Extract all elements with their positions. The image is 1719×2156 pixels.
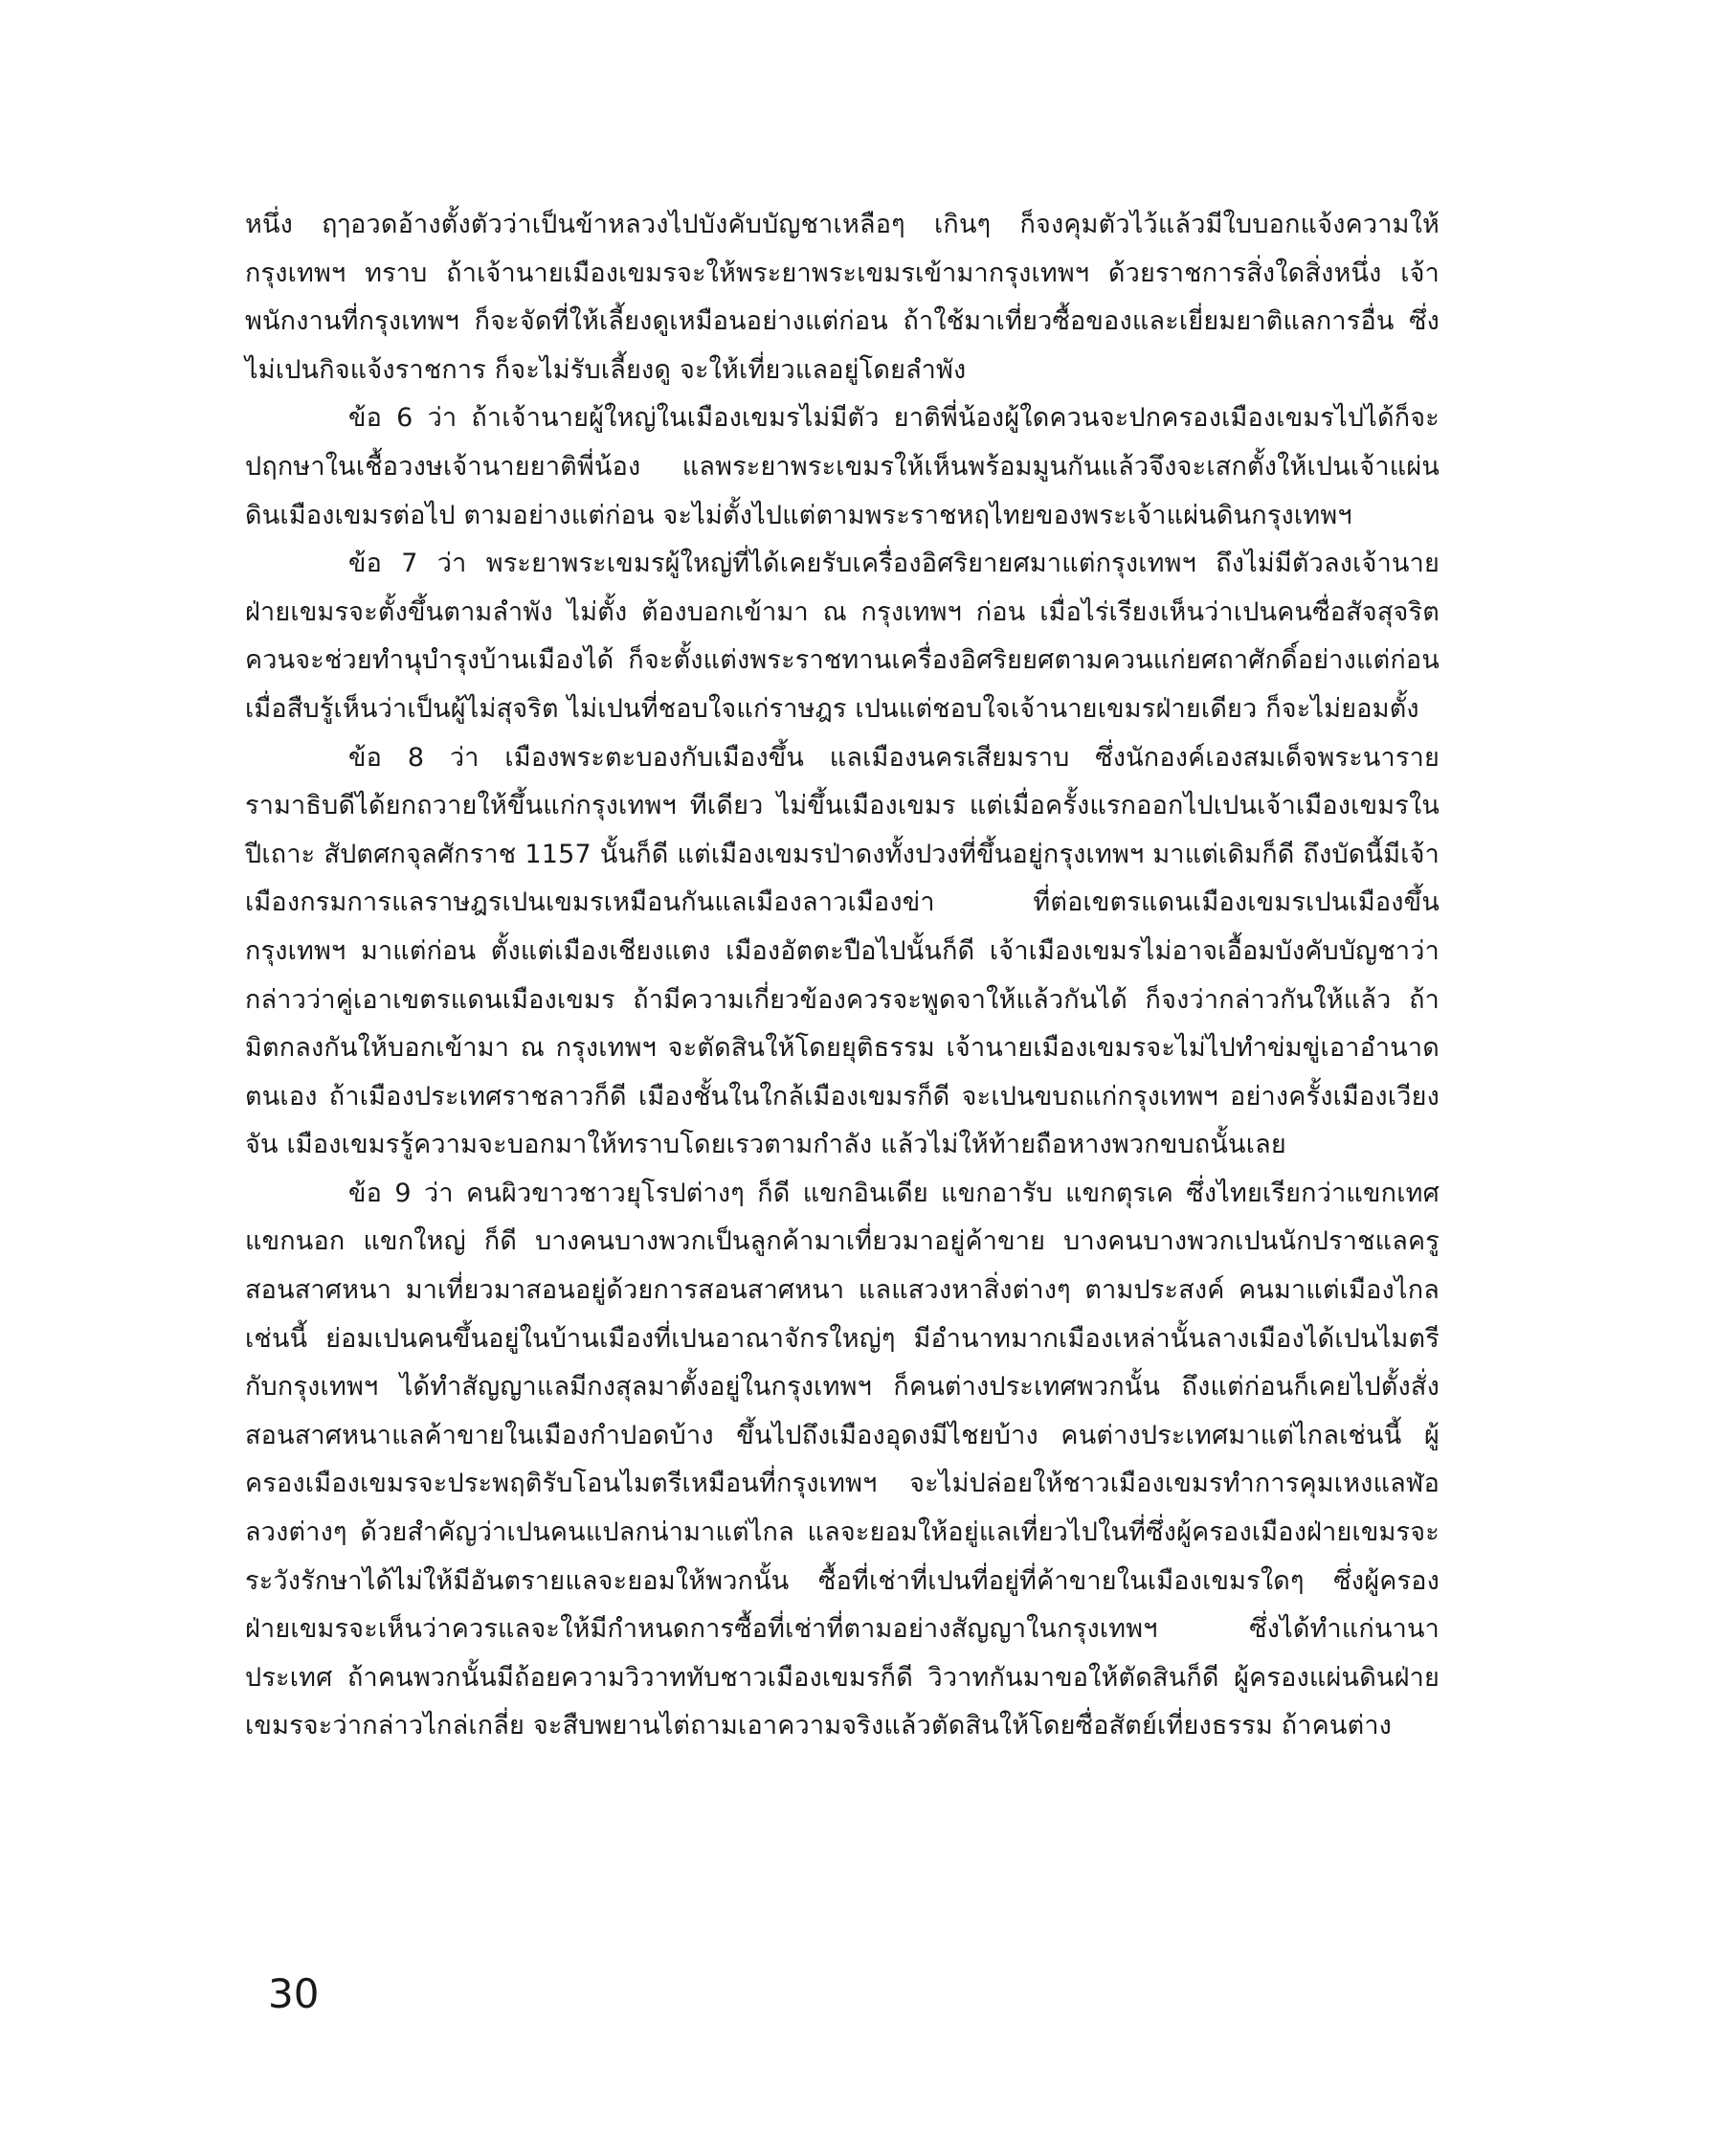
paragraph-clause-9: ข้อ 9 ว่า คนผิวขาวชาวยุโรปต่างๆ ก็ดี แขกอินเดีย แขกอารับ แขกตุรเค ซึ่งไทยเรียกว่าแขกเทศ แขกนอก แขกใหญ่ ก็ดี บางคนบางพวกเป็นลูกค้ามาเที่ยวมาอยู่ค้าขาย บางคนบางพวกเปนนักปราชแลครูสอนสาศหนา มาเที่ยวมาสอนอยู่ด้วยการสอนสาศหนา แลแสวงหาสิ่งต่างๆ ตามประสงค์ คนมาแต่เมืองไกลเช่นนี้ ย่อมเปนคนขึ้นอยู่ในบ้านเมืองที่เปนอาณาจักรใหญ่ๆ มีอำนาทมากเมืองเหล่านั้นลางเมืองได้เปนไมตรีกับกรุงเทพฯ ได้ทำสัญญาแลมีกงสุลมาตั้งอยู่ในกรุงเทพฯ ก็คนต่างประเทศพวกนั้น ถึงแต่ก่อนก็เคยไปตั้งสั่งสอนสาศหนาแลค้าขายในเมืองกำปอดบ้าง ขึ้นไปถึงเมืองอุดงมีไชยบ้าง คนต่างประเทศมาแต่ไกลเช่นนี้ ผู้ครองเมืองเขมรจะประพฤติรับโอนไมตรีเหมือนที่กรุงเทพฯ จะไม่ปล่อยให้ชาวเมืองเขมรทำการคุมเหงแลฬ่อลวงต่างๆ ด้วยสำคัญว่าเปนคนแปลกน่ามาแต่ไกล แลจะยอมให้อยู่แลเที่ยวไปในที่ซึ่งผู้ครองเมืองฝ่ายเขมรจะระวังรักษาได้ไม่ให้มีอันตรายแลจะยอมให้พวกนั้น ซื้อที่เช่าที่เปนที่อยู่ที่ค้าขายในเมืองเขมรใดๆ ซึ่งผู้ครองฝ่ายเขมรจะเห็นว่าควรแลจะให้มีกำหนดการซื้อที่เช่าที่ตามอย่างสัญญาในกรุงเทพฯ ซึ่งได้ทำแก่นานาประเทศ ถ้าคนพวกนั้นมีถ้อยความวิวาททับชาวเมืองเขมรก็ดี วิวาทกันมาขอให้ตัดสินก็ดี ผู้ครองแผ่นดินฝ่ายเขมรจะว่ากล่าวไกล่เกลี่ย จะสืบพยานไต่ถามเอาความจริงแล้วตัดสินให้โดยซื่อสัตย์เที่ยงธรรม ถ้าคนต่าง [245, 1178, 1440, 1741]
paragraph-clause-8: ข้อ 8 ว่า เมืองพระตะบองกับเมืองขึ้น แลเมืองนครเสียมราบ ซึ่งนักองค์เองสมเด็จพระนารายรามาธิบดีได้ยกถวายให้ขึ้นแก่กรุงเทพฯ ทีเดียว ไม่ขึ้นเมืองเขมร แต่เมื่อครั้งแรกออกไปเปนเจ้าเมืองเขมรในปีเถาะ สัปตศกจุลศักราช 1157 นั้นก็ดี แต่เมืองเขมรป่าดงทั้งปวงที่ขึ้นอยู่กรุงเทพฯ มาแต่เดิมก็ดี ถึงบัดนี้มีเจ้าเมืองกรมการแลราษฎรเปนเขมรเหมือนกันแลเมืองลาวเมืองข่า ที่ต่อเขตรแดนเมืองเขมรเปนเมืองขึ้นกรุงเทพฯ มาแต่ก่อน ตั้งแต่เมืองเชียงแตง เมืองอัตตะปือไปนั้นก็ดี เจ้าเมืองเขมรไม่อาจเอื้อมบังคับบัญชาว่ากล่าวว่าคู่เอาเขตรแดนเมืองเขมร ถ้ามีความเกี่ยวข้องควรจะพูดจาให้แล้วกันได้ ก็จงว่ากล่าวกันให้แล้ว ถ้ามิตกลงกันให้บอกเข้ามา ณ กรุงเทพฯ จะตัดสินให้โดยยุติธรรม เจ้านายเมืองเขมรจะไม่ไปทำข่มขู่เอาอำนาดตนเอง ถ้าเมืองประเทศราชลาวก็ดี เมืองชั้นในใกล้เมืองเขมรก็ดี จะเปนขบถแก่กรุงเทพฯ อย่างครั้งเมืองเวียงจัน เมืองเขมรรู้ความจะบอกมาให้ทราบโดยเรวตามกำลัง แล้วไม่ให้ท้ายถือหางพวกขบถนั้นเลย [245, 742, 1440, 1160]
paragraph-continuation: หนึ่ง ฤๅอวดอ้างตั้งตัวว่าเป็นข้าหลวงไปบังคับบัญชาเหลือๆ เกินๆ ก็จงคุมตัวไว้แล้วมีใบบอกแจ้งความให้กรุงเทพฯ ทราบ ถ้าเจ้านายเมืองเขมรจะให้พระยาพระเขมรเข้ามากรุงเทพฯ ด้วยราชการสิ่งใดสิ่งหนึ่ง เจ้าพนักงานที่กรุงเทพฯ ก็จะจัดที่ให้เลี้ยงดูเหมือนอย่างแต่ก่อน ถ้าใช้มาเที่ยวซื้อของและเยี่ยมยาติแลการอื่น ซึ่งไม่เปนกิจแจ้งราชการ ก็จะไม่รับเลี้ยงดู จะให้เที่ยวแลอยู่โดยลำพัง [245, 210, 1440, 385]
body-text [245, 201, 1440, 1751]
page-number: 30 [268, 1970, 320, 2017]
paragraph-clause-6: ข้อ 6 ว่า ถ้าเจ้านายผู้ใหญ่ในเมืองเขมรไม่มีตัว ยาติพี่น้องผู้ใดควนจะปกครองเมืองเขมรไปได้ก็จะปฤกษาในเชื้อวงษเจ้านายยาติพี่น้อง แลพระยาพระเขมรให้เห็นพร้อมมูนกันแล้วจึงจะเสกตั้งให้เปนเจ้าแผ่นดินเมืองเขมรต่อไป ตามอย่างแต่ก่อน จะไม่ตั้งไปแต่ตามพระราชหฤไทยของพระเจ้าแผ่นดินกรุงเทพฯ [245, 403, 1440, 530]
paragraph-clause-7: ข้อ 7 ว่า พระยาพระเขมรผู้ใหญ่ที่ได้เคยรับเครื่องอิศริยายศมาแต่กรุงเทพฯ ถึงไม่มีตัวลงเจ้านายฝ่ายเขมรจะตั้งขึ้นตามลำพัง ไม่ตั้ง ต้องบอกเข้ามา ณ กรุงเทพฯ ก่อน เมื่อไร่เรียงเห็นว่าเปนคนซื่อสัจสุจริตควนจะช่วยทำนุบำรุงบ้านเมืองได้ ก็จะตั้งแต่งพระราชทานเครื่องอิศริยยศตามควนแก่ยศถาศักดิ์อย่างแต่ก่อน เมื่อสืบรู้เห็นว่าเป็นผู้ไม่สุจริต ไม่เปนที่ชอบใจแก่ราษฎร เปนแต่ชอบใจเจ้านายเขมรฝ่ายเดียว ก็จะไม่ยอมตั้ง [245, 549, 1440, 724]
